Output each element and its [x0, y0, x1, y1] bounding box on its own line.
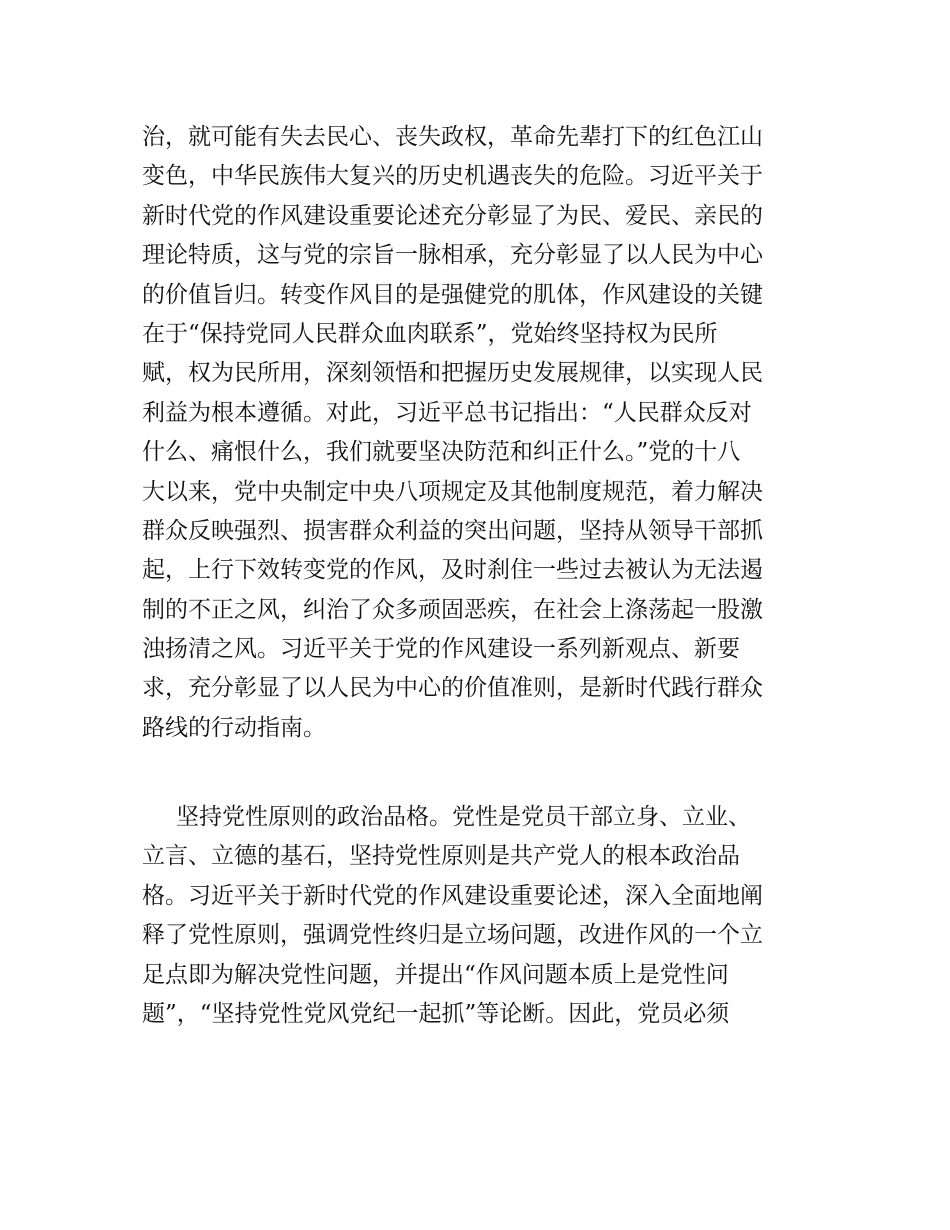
text-line: 治，就可能有失去民心、丧失政权，革命先辈打下的红色江山 — [142, 124, 763, 150]
text-line: 立言、立德的基石，坚持党性原则是共产党人的根本政治品 — [142, 843, 740, 870]
text-line: 赋，权为民所用，深刻领悟和把握历史发展规律，以实现人民 — [142, 360, 763, 387]
text-line: 利益为根本遵循。对此，习近平总书记指出：“人民群众反对 — [142, 399, 752, 426]
text-line: 起，上行下效转变党的作风，及时刹住一些过去被认为无法遏 — [142, 557, 763, 584]
text-line: 制的不正之风，纠治了众多顽固恶疾，在社会上涤荡起一股激 — [142, 596, 763, 623]
text-line: 浊扬清之风。习近平关于党的作风建设一系列新观点、新要 — [142, 636, 740, 663]
text-line: 题”，“坚持党性党风党纪一起抓”等论断。因此，党员必须 — [142, 1000, 730, 1027]
text-line: 理论特质，这与党的宗旨一脉相承，充分彰显了以人民为中心 — [142, 242, 763, 269]
text-line: 足点即为解决党性问题，并提出“作风问题本质上是党性问 — [142, 961, 729, 988]
text-line: 的价值旨归。转变作风目的是强健党的肌体，作风建设的关键 — [142, 281, 763, 308]
text-line: 在于“保持党同人民群众血肉联系”，党始终坚持权为民所 — [142, 320, 718, 347]
text-line: 求，充分彰显了以人民为中心的价值准则，是新时代践行群众 — [142, 675, 763, 702]
text-line: 变色，中华民族伟大复兴的历史机遇丧失的危险。习近平关于 — [142, 163, 763, 190]
text-line: 大以来，党中央制定中央八项规定及其他制度规范，着力解决 — [142, 478, 763, 505]
text-line: 群众反映强烈、损害群众利益的突出问题，坚持从领导干部抓 — [142, 517, 763, 544]
text-line: 什么、痛恨什么，我们就要坚决防范和纠正什么。”党的十八 — [142, 439, 741, 466]
paragraph-1 — [142, 118, 810, 748]
text-line: 新时代党的作风建设重要论述充分彰显了为民、爱民、亲民的 — [142, 202, 763, 229]
paragraph-2 — [142, 798, 810, 1034]
text-line: 格。习近平关于新时代党的作风建设重要论述，深入全面地阐 — [142, 882, 763, 909]
text-line: 路线的行动指南。 — [142, 714, 326, 741]
text-line: 坚持党性原则的政治品格。党性是党员干部立身、立业、 — [176, 804, 751, 830]
text-line: 释了党性原则，强调党性终归是立场问题，改进作风的一个立 — [142, 922, 763, 949]
